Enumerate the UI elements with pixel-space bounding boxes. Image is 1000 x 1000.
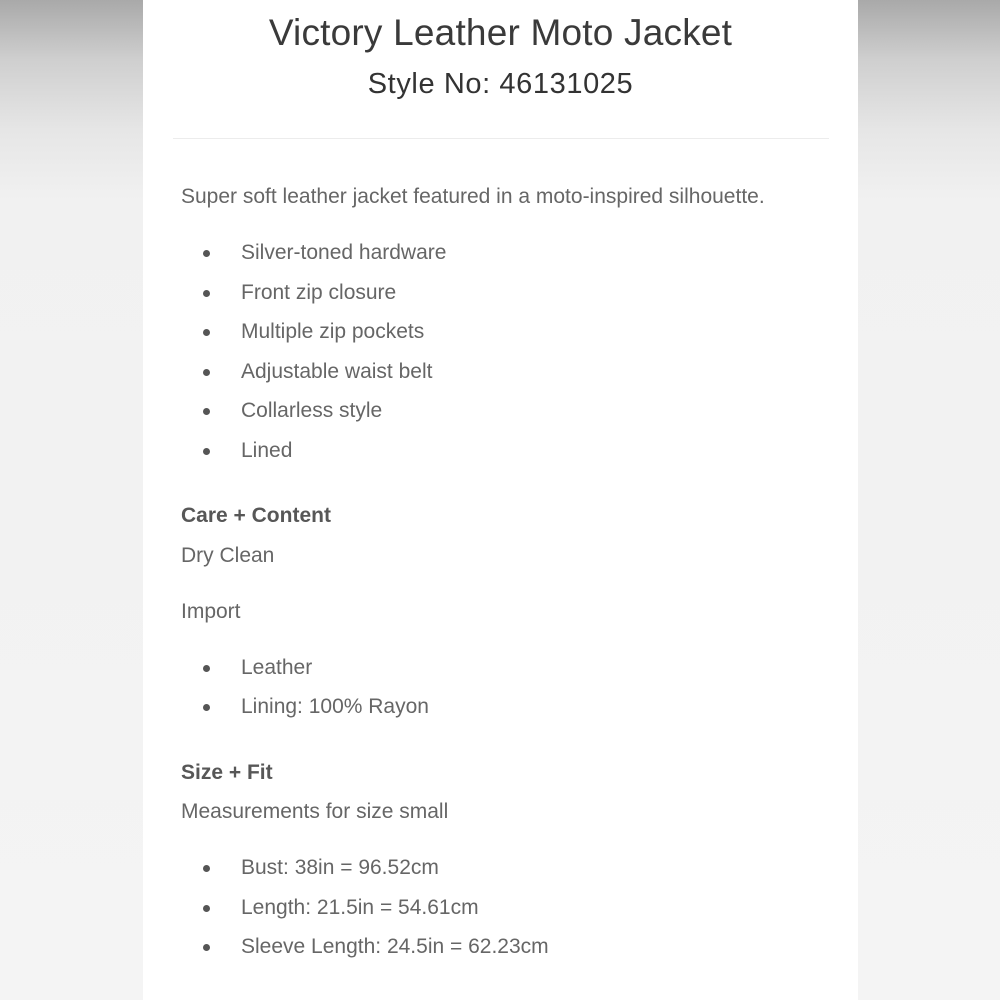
feature-item	[199, 438, 819, 464]
measurement-text: Sleeve Length: 24.5in = 62.23cm	[241, 935, 549, 958]
bullet-icon	[203, 369, 210, 376]
bullet-icon	[203, 865, 210, 872]
material-item	[199, 694, 819, 720]
bullet-icon	[203, 408, 210, 415]
feature-item	[199, 398, 819, 424]
material-text: Lining: 100% Rayon	[241, 695, 429, 718]
bullet-icon	[203, 250, 210, 257]
product-details-card	[143, 0, 858, 1000]
bullet-icon	[203, 329, 210, 336]
measurement-item	[199, 895, 819, 921]
size-intro: Measurements for size small	[181, 800, 449, 823]
feature-text: Silver-toned hardware	[241, 241, 447, 264]
feature-text: Multiple zip pockets	[241, 320, 425, 343]
feature-text: Adjustable waist belt	[241, 360, 433, 383]
style-number: Style No: 46131025	[367, 68, 634, 100]
product-title: Victory Leather Moto Jacket	[268, 12, 733, 53]
origin-text: Import	[181, 600, 241, 623]
measurement-text: Bust: 38in = 96.52cm	[241, 856, 439, 879]
bullet-icon	[203, 944, 210, 951]
bullet-icon	[203, 290, 210, 297]
care-instruction: Dry Clean	[181, 544, 275, 567]
size-fit-heading: Size + Fit	[181, 761, 273, 784]
bullet-icon	[203, 448, 210, 455]
feature-text: Front zip closure	[241, 281, 397, 304]
bullet-icon	[203, 704, 210, 711]
measurement-item	[199, 934, 819, 960]
feature-item	[199, 240, 819, 266]
product-description: Super soft leather jacket featured in a moto-inspired silhouette.	[181, 185, 765, 208]
feature-text: Collarless style	[241, 399, 383, 422]
feature-text: Lined	[241, 439, 293, 462]
feature-item	[199, 319, 819, 345]
feature-item	[199, 359, 819, 385]
bullet-icon	[203, 665, 210, 672]
material-text: Leather	[241, 656, 313, 679]
measurement-text: Length: 21.5in = 54.61cm	[241, 896, 479, 919]
material-item	[199, 655, 819, 681]
feature-item	[199, 280, 819, 306]
care-content-heading: Care + Content	[181, 504, 331, 527]
bullet-icon	[203, 905, 210, 912]
measurement-item	[199, 855, 819, 881]
divider	[173, 138, 829, 139]
